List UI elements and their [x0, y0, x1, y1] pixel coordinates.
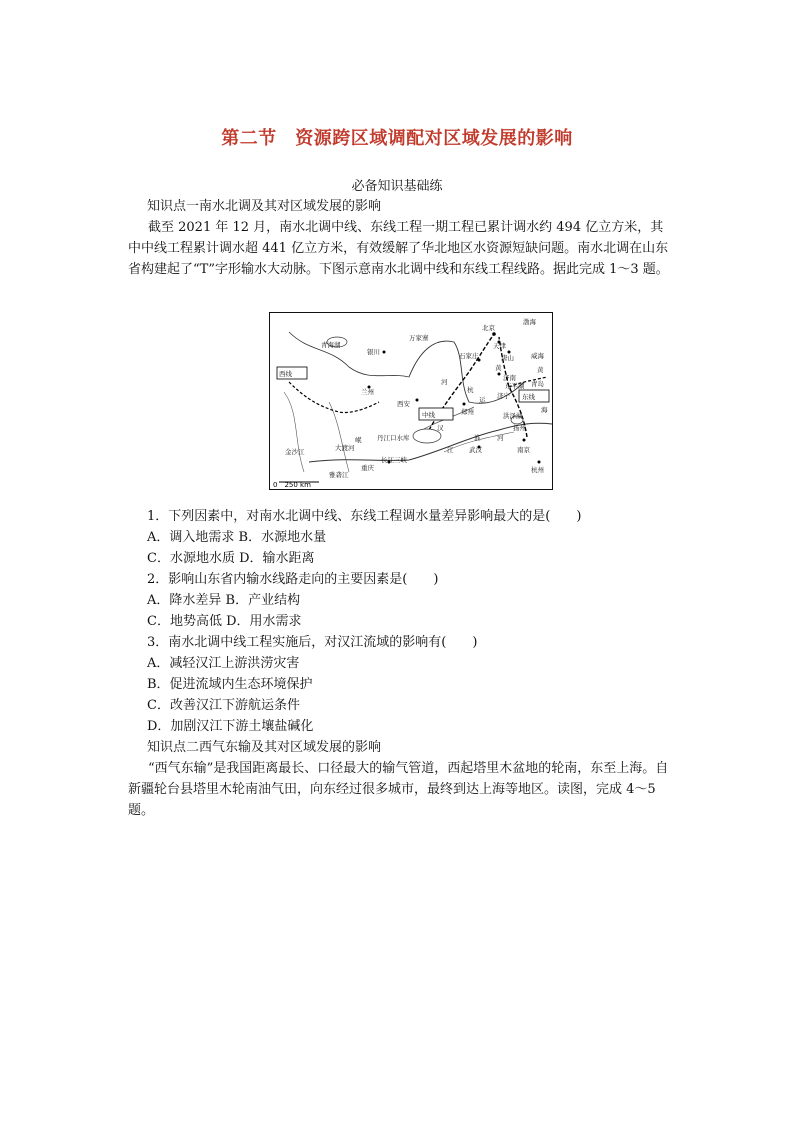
map-label: 重庆 [361, 464, 374, 472]
question-1: 1．下列因素中，对南水北调中线、东线工程调水量差异影响最大的是( ) [147, 509, 582, 524]
map-label: 银川 [367, 348, 380, 356]
map-label: 雅砻江 [329, 471, 349, 479]
map-label: 威海 [531, 352, 544, 360]
map-label: 西安 [397, 400, 410, 408]
route-label-middle: 中线 [422, 411, 435, 419]
map-label: 济宁 [497, 392, 510, 400]
map-label: 运 [479, 396, 486, 404]
knowledge-point-1: 知识点一南水北调及其对区域发展的影响 [147, 199, 382, 214]
map-label: 丹江口水库 [377, 434, 410, 442]
map-label: 江 [447, 446, 454, 454]
map-label: 青海湖 [321, 341, 341, 349]
knowledge-point-2: 知识点二西气东输及其对区域发展的影响 [147, 740, 382, 755]
question-3: 3．南水北调中线工程实施后，对汉江流域的影响有( ) [147, 635, 478, 650]
question-3-option-a: A．减轻汉江上游洪涝灾害 [147, 656, 300, 671]
question-2-options-ab: A．降水差异 B．产业结构 [147, 593, 301, 608]
map-label: 东平湖 [505, 382, 525, 390]
intro-paragraph-1: 截至 2021 年 12 月，南水北调中线、东线工程一期工程已累计调水约 494 亿立方米，其中中线工程累计调水超 441 亿立方米，有效缓解了华北地区水资源短缺问题。南水北调在山东省构建起了“T”字形输水大动脉。下图示意南水北调中线和东线工程线路。据此完成 1～3 题。 [128, 220, 669, 277]
map-label: 郑州 [461, 408, 474, 416]
map-label: 济南 [503, 374, 516, 382]
map-label: 黄 [537, 366, 544, 374]
map-label: 扬州 [513, 424, 526, 432]
map-label: 海 [541, 406, 548, 414]
route-label-west: 西线 [279, 370, 292, 378]
map-label: 汉 [437, 424, 444, 432]
map-label: 岷 [355, 436, 362, 444]
map-label: 大渡河 [335, 444, 355, 452]
section-subtitle: 必备知识基础练 [351, 179, 443, 194]
map-label: 南京 [517, 446, 530, 454]
map-label: 石家庄 [459, 352, 479, 360]
map-label: 河 [497, 434, 504, 442]
map-label: 河 [441, 378, 448, 386]
question-3-option-d: D．加剧汉江下游土壤盐碱化 [147, 719, 314, 734]
south-north-water-map [269, 312, 553, 490]
map-label: 青岛 [531, 380, 544, 388]
question-2: 2．影响山东省内输水线路走向的主要因素是( ) [147, 572, 439, 587]
question-3-option-c: C．改善汉江下游航运条件 [147, 698, 300, 713]
map-label: 长江三峡 [381, 456, 407, 464]
map-label: 杭州 [531, 466, 544, 474]
question-2-options-cd: C．地势高低 D．用水需求 [147, 614, 302, 629]
map-label: 北京 [482, 324, 495, 332]
map-label: 杭 [467, 386, 474, 394]
intro-paragraph-2: “西气东输”是我国距离最长、口径最大的输气管道，西起塔里木盆地的轮南，东至上海。自新疆轮台县塔里木轮南油气田，向东经过很多城市，最终到达上海等地区。读图，完成 4～5 题。 [128, 761, 669, 818]
map-label: 金沙江 [285, 448, 305, 456]
question-1-options-ab: A．调入地需求 B．水源地水量 [147, 530, 327, 545]
map-label: 渤海 [523, 318, 536, 326]
question-3-option-b: B．促进流域内生态环境保护 [147, 677, 313, 692]
map-label: 武汉 [469, 446, 482, 454]
question-1-options-cd: C．水源地水质 D．输水距离 [147, 551, 315, 566]
route-label-east: 东线 [522, 393, 535, 401]
map-label: 天津 [493, 342, 506, 350]
map-label: 洪泽湖 [503, 412, 523, 420]
map-label: 万家寨 [409, 334, 429, 342]
scale-label: 0 250 km [273, 481, 311, 489]
map-label: 黄 [495, 364, 502, 372]
map-label: 兰州 [361, 388, 374, 396]
map-label: 唐山 [501, 354, 514, 362]
map-label: 淮 [474, 434, 481, 442]
page-title: 第二节 资源跨区域调配对区域发展的影响 [221, 128, 573, 149]
